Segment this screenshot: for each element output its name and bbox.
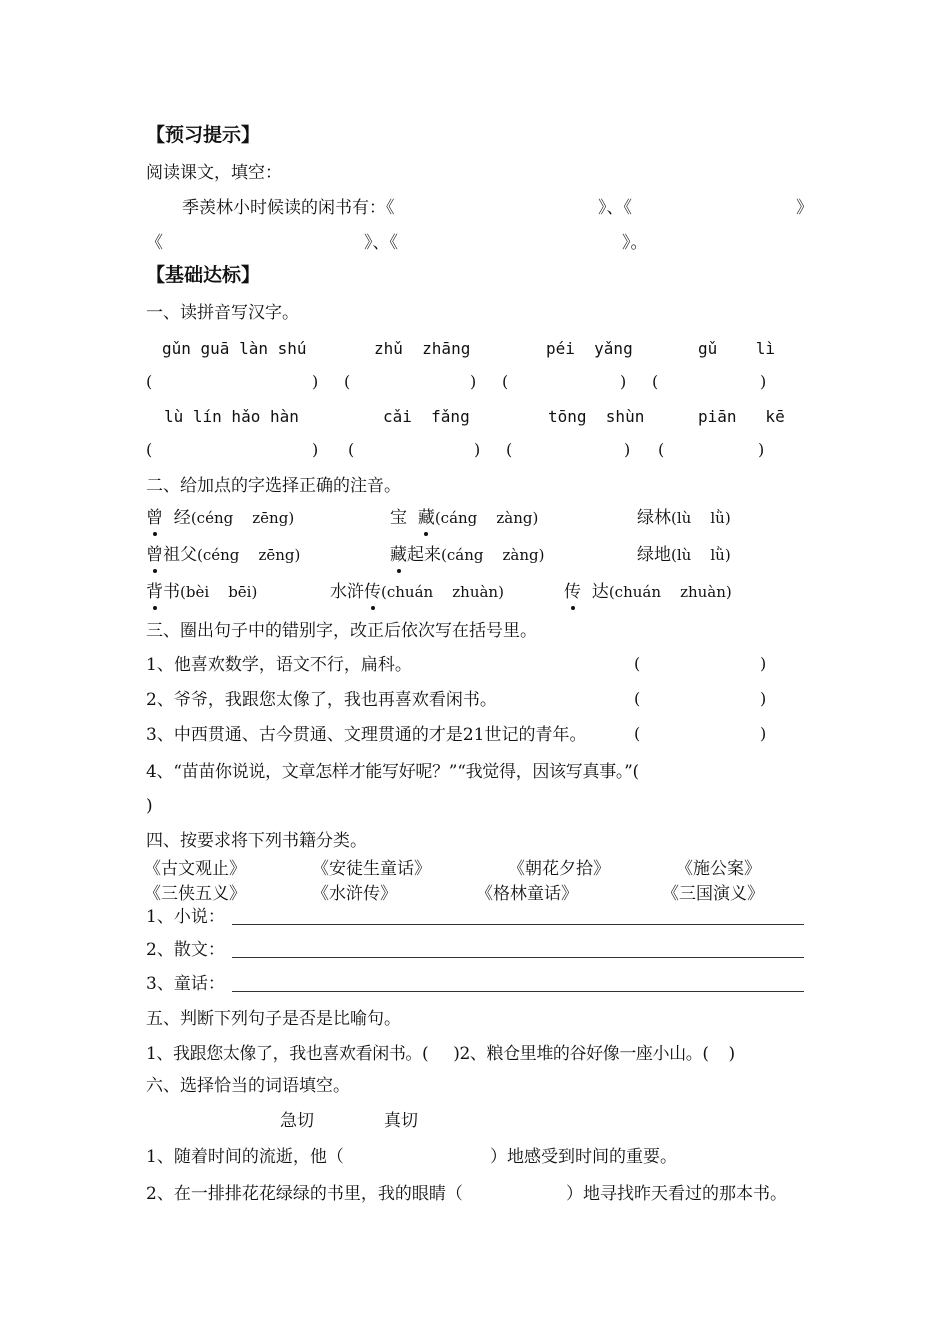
q3-sentence: 2、爷爷，我跟您太像了，我也再喜欢看闲书。	[146, 690, 497, 710]
book-title: 《古文观止》	[144, 859, 246, 879]
preview-line2-sep: 》、《	[364, 233, 398, 253]
answer-paren-open: (	[146, 440, 153, 459]
answer-paren-close: )	[760, 654, 767, 673]
answer-paren-close: )	[760, 372, 767, 391]
answer-paren-close: )	[760, 689, 767, 708]
pronunciation-item: 水浒传(chuán zhuàn)	[330, 582, 504, 602]
preview-instruction: 阅读课文，填空：	[146, 163, 282, 183]
category-label-prose: 2、散文：	[146, 940, 225, 960]
book-title: 《水浒传》	[312, 884, 397, 904]
answer-paren-open: (	[658, 440, 665, 459]
pronunciation-item: 绿林(lù lǜ)	[637, 508, 731, 528]
preview-line2-open: 《	[146, 233, 163, 253]
word-option: 急切	[280, 1111, 314, 1131]
answer-line[interactable]	[232, 991, 804, 992]
q3-title: 三、圈出句子中的错别字，改正后依次写在括号里。	[146, 621, 537, 641]
basic-header: 【基础达标】	[146, 264, 261, 286]
answer-paren-close: )	[470, 372, 477, 391]
preview-line1: 季羡林小时候读的闲书有：《	[182, 198, 395, 218]
answer-paren-close: )	[146, 796, 153, 816]
q3-sentence: 4、“苗苗你说说，文章怎样才能写好呢？”“我觉得，因该写真事。”(	[146, 762, 639, 782]
book-title: 《施公案》	[676, 859, 761, 879]
pinyin-item: piān kē	[698, 407, 785, 426]
q5-sentence: 1、我跟您太像了，我也喜欢看闲书。( )2、粮仓里堆的谷好像一座小山。( )	[146, 1044, 735, 1064]
q6-sentence-end: ）地感受到时间的重要。	[490, 1147, 677, 1167]
pronunciation-item: 曾祖父(céng zēng)	[146, 545, 301, 565]
pinyin-item: gǔ lì	[698, 339, 776, 358]
category-label-fairytale: 3、童话：	[146, 974, 225, 994]
answer-paren-close: )	[624, 440, 631, 459]
pinyin-item: cǎi fǎng	[383, 407, 470, 426]
pinyin-item: gǔn guā làn shú	[162, 339, 307, 358]
q6-sentence-end: ）地寻找昨天看过的那本书。	[566, 1184, 787, 1204]
q5-title: 五、判断下列句子是否是比喻句。	[146, 1009, 401, 1029]
book-title: 《安徒生童话》	[312, 859, 431, 879]
book-title: 《朝花夕拾》	[508, 859, 610, 879]
preview-line1-end: 》	[796, 198, 813, 218]
preview-header: 【预习提示】	[146, 124, 261, 146]
answer-paren-close: )	[312, 440, 319, 459]
answer-paren-close: )	[312, 372, 319, 391]
book-title: 《格林童话》	[476, 884, 578, 904]
book-title: 《三国演义》	[662, 884, 764, 904]
book-title: 《三侠五义》	[144, 884, 246, 904]
answer-paren-open: (	[634, 654, 641, 673]
answer-line[interactable]	[232, 924, 804, 925]
pronunciation-item: 背书(bèi bēi)	[146, 582, 258, 602]
answer-paren-close: )	[620, 372, 627, 391]
pinyin-item: péi yǎng	[546, 339, 633, 358]
q6-sentence: 1、随着时间的流逝，他（	[146, 1147, 344, 1167]
answer-paren-open: (	[146, 372, 153, 391]
answer-paren-open: (	[344, 372, 351, 391]
q6-title: 六、选择恰当的词语填空。	[146, 1076, 350, 1096]
pinyin-item: lù lín hǎo hàn	[164, 407, 299, 426]
answer-paren-open: (	[634, 724, 641, 743]
answer-paren-open: (	[348, 440, 355, 459]
pinyin-item: tōng shùn	[548, 407, 645, 426]
category-label-novel: 1、小说：	[146, 907, 225, 927]
answer-paren-open: (	[652, 372, 659, 391]
preview-line1-sep: 》、《	[598, 198, 632, 218]
preview-line2-end: 》。	[622, 233, 648, 253]
answer-line[interactable]	[232, 957, 804, 958]
pronunciation-item: 藏起来(cáng zàng)	[390, 545, 545, 565]
q3-sentence: 1、他喜欢数学，语文不行，扁科。	[146, 655, 412, 675]
pinyin-item: zhǔ zhāng	[374, 339, 471, 358]
answer-paren-open: (	[506, 440, 513, 459]
q3-sentence: 3、中西贯通、古今贯通、文理贯通的才是21世记的青年。	[146, 725, 587, 745]
q1-title: 一、读拼音写汉字。	[146, 303, 299, 323]
pronunciation-item: 曾 经(céng zēng)	[146, 508, 295, 528]
answer-paren-open: (	[502, 372, 509, 391]
pronunciation-item: 宝 藏(cáng zàng)	[390, 508, 539, 528]
answer-paren-close: )	[474, 440, 481, 459]
answer-paren-open: (	[634, 689, 641, 708]
answer-paren-close: )	[760, 724, 767, 743]
pronunciation-item: 传 达(chuán zhuàn)	[564, 582, 732, 602]
q6-sentence: 2、在一排排花花绿绿的书里，我的眼睛（	[146, 1184, 463, 1204]
pronunciation-item: 绿地(lù lǜ)	[637, 545, 731, 565]
word-option: 真切	[384, 1111, 418, 1131]
answer-paren-close: )	[758, 440, 765, 459]
q4-title: 四、按要求将下列书籍分类。	[146, 831, 367, 851]
q2-title: 二、给加点的字选择正确的注音。	[146, 476, 401, 496]
